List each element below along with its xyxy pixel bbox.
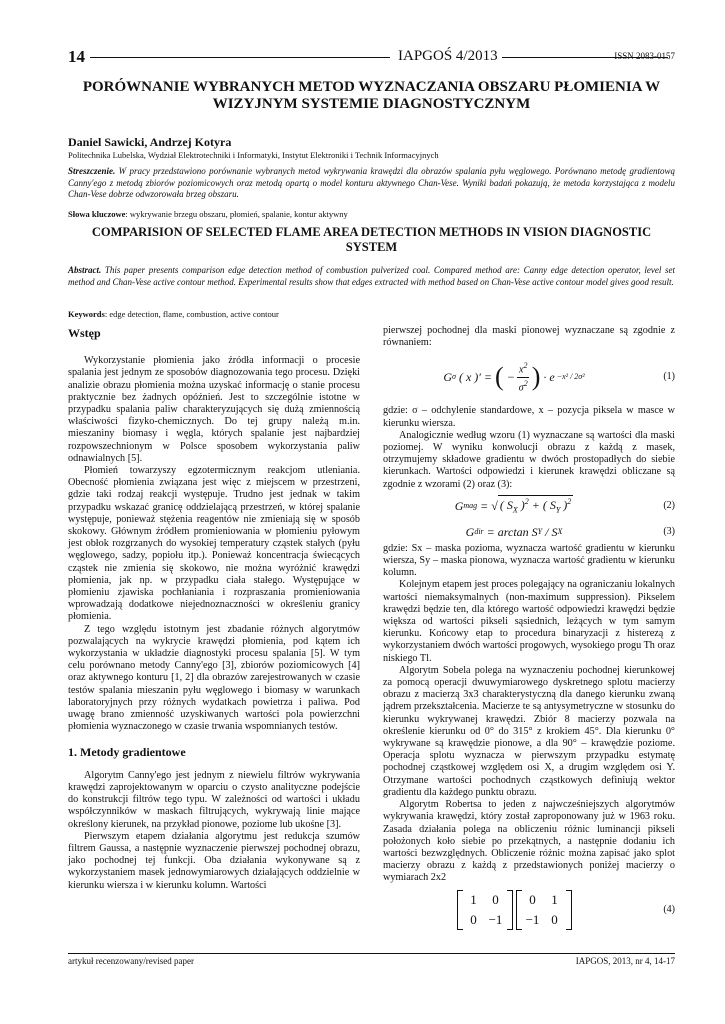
abstract-polish-label: Streszczenie. — [68, 166, 116, 176]
page-number: 14 — [68, 47, 85, 66]
paragraph: pierwszej pochodnej dla maski pionowej wyznaczane są zgodnie z równaniem: — [383, 325, 675, 349]
matrix-cell: 1 — [470, 891, 477, 907]
equation-1-number: (1) — [663, 371, 675, 383]
matrix-cell: 0 — [492, 891, 499, 907]
matrix-cell: 1 — [551, 891, 558, 907]
header-rule-left — [90, 57, 390, 58]
paragraph: Z tego względu istotnym jest zbadanie różnych algorytmów pozwalających na wykrycie krawędzi płomienia, pod kątem ich wykorzystania w układzie diagnostyki procesu spalania [5]. W tym celu porównano metody Canny'ego [3], zbiorów poziomicowych [4] oraz aktywnego konturu [1, 2] dla obrazów zarejestrowanych w czasie testów spalania mieszanin pyłu węglowego i biomasy w warunkach laboratoryjnych przy różnych wydatkach powietrza i paliwa. Pod uwagę brano zmienność uzyskiwanych wartości pola powierzchni płomienia wyznaczonego w czasie trwania wspomnianych testów. — [68, 623, 360, 733]
footer-citation: IAPGOS, 2013, nr 4, 14-17 — [575, 956, 675, 966]
paragraph: Płomień towarzyszy egzotermicznym reakcjom utleniania. Obecność płomienia związana jest więc z miejscem w przestrzeni, gdzie taki rodzaj reakcji występuje. Trudno jest jednak w takim przypadku wskazać granicę oddzielającą przestrzeń, w której spalanie występuje, ponieważ stężenia reagentów nie zmieniają się w sposób skokowy. Głównym źródłem promieniowania w płomieniu pyłowym jest obłok rozgrzanych do wysokiej temperatury cząstek stałych (pyłu węglowego, sadzy, popiołu itp.). Ponieważ koncentracja świecących cząstek nie zmienia się skokowo, nie można wyróżnić krawędzi płomienia, jak np. w przypadku ciała stałego. Występujące w płomieniu zjawiska pochłaniania i rozpraszania promieniowania wprowadzają dodatkowe niejednoznaczności w określeniu granicy płomienia. — [68, 465, 360, 623]
keywords-polish-text: : wykrywanie brzegu obszaru, płomień, spalanie, kontur aktywny — [125, 209, 348, 219]
equation-3-number: (3) — [663, 525, 675, 537]
issn: ISSN 2083-0157 — [614, 51, 675, 61]
journal-name: IAPGOŚ 4/2013 — [398, 48, 498, 64]
matrix-cell: −1 — [525, 911, 540, 927]
abstract-english — [68, 265, 675, 288]
abstract-polish — [68, 166, 675, 201]
matrix-cell: 0 — [551, 911, 558, 927]
roberts-matrix-2 — [516, 890, 572, 930]
footer-rule — [68, 953, 675, 954]
paragraph: gdzie: σ – odchylenie standardowe, x – pozycja piksela w masce w kierunku wiersza. — [383, 405, 675, 429]
section-heading-gradient: 1. Metody gradientowe — [68, 744, 186, 759]
equation-2-number: (2) — [663, 499, 675, 511]
equation-4-formula — [383, 885, 645, 935]
paragraph: Analogicznie według wzoru (1) wyznaczane są wartości dla maski poziomej. W wyniku konwolucji obrazu z każdą z masek, otrzymujemy składowe gradientu w dwóch prostopadłych do siebie kierunkach. Wartości odpowiedzi i kierunek krawędzi obliczane są zgodnie z wzorami (2) oraz (3): — [383, 429, 675, 490]
abstract-english-label: Abstract. — [68, 265, 102, 275]
page-header — [68, 47, 675, 67]
paragraph: Kolejnym etapem jest proces polegający na ograniczaniu lokalnych wartości niemaksymalnych (non-maximum suppression). Pikselem krawędzi będzie ten, dla którego wartość odpowiedzi krawędzi będzie większa od wartości pikseli sąsiednich, leżących w tym samym kierunku. Końcowy etap to procedura binaryzacji z histerezą z wykorzystaniem dwóch wartości progowych, wysokiego progu Th oraz niskiego Tl. — [383, 579, 675, 664]
equation-4 — [383, 885, 675, 935]
equation-1 — [383, 349, 675, 405]
affiliation: Politechnika Lubelska, Wydział Elektrotechniki i Informatyki, Instytut Elektroniki i Technik Informacyjnych — [68, 150, 439, 160]
abstract-polish-text: W pracy przedstawiono porównanie wybranych metod wykrywania krawędzi dla obrazów spalania pyłu węglowego. Porównano metodę gradientową Canny'ego z metodą zbiorów poziomicowych oraz metodą opartą o model konturu aktywnego Chan-Vese. Wyniki badań pokazują, że metoda korzystająca z modelu Chan-Vese dobrze odwzorowała brzeg obszaru. — [68, 166, 675, 200]
keywords-english-text: : edge detection, flame, combustion, active contour — [104, 309, 279, 319]
paragraph: Algorytm Robertsa to jeden z najwcześniejszych algorytmów wykrywania krawędzi, który został zaproponowany już w 1963 roku. Zasada działania polega na obliczeniu różnic luminancji pikseli położonych koło siebie po przekątnych, a następnie dodaniu ich wartości bezwzględnych. Obliczenie różnic można zapisać jako splot macierzy obrazu z każdą z przedstawionych poniżej macierzy o wymiarach 2x2 — [383, 799, 675, 884]
paragraph: Wykorzystanie płomienia jako źródła informacji o procesie spalania jest jednym ze sposobów diagnozowania tego procesu. Dzięki analizie obrazu płomienia można uzyskać informację o stanie procesu praktycznie bez żadnych opóźnień. Jest to szczególnie istotne w przypadku spalania paliw charakteryzujących się dużą zmiennością właściwości fizyko-chemicznych. Do tej grupy należą m.in. mieszaniny biomasy i węgla, których spalanie jest najbardziej rozpowszechnionym w Polsce sposobem wykorzystania paliw odnawialnych [5]. — [68, 355, 360, 464]
keywords-polish-label: Słowa kluczowe — [68, 209, 126, 219]
right-column — [383, 325, 675, 935]
roberts-matrix-1 — [457, 890, 513, 930]
abstract-english-text: This paper presents comparison edge detection method of combustion pulverized coal. Compared method are: Canny edge detection operator, level set method and Chan-Vese active contour method. Experimental results show that edges extracted with method based on Chan-Vese active contour model gives good result. — [68, 265, 675, 287]
keywords-english-label: Keywords — [68, 309, 105, 319]
paragraph: Algorytm Canny'ego jest jednym z niewielu filtrów wykrywania krawędzi zaprojektowanym w oparciu o czysto analityczne podejście do konstrukcji filtrów tego typu. W zależności od wartości i układu współczynników w maskach filtrujących, wykrywają linie mające określony kierunek, na przykład pionowe, poziome lub ukośne [3]. — [68, 769, 360, 830]
paragraph: Algorytm Sobela polega na wyznaczeniu pochodnej kierunkowej za pomocą operacji dwuwymiarowego dyskretnego splotu macierzy obrazu z macierzą 3x3 charakterystyczną dla danego kierunku zwaną jądrem przekształcenia. Macierze te są antysymetryczne w stosunku do kierunku wykrywanej krawędzi. Zbiór 8 macierzy pozwala na określenie kierunku od 0° do 315° z krokiem 45°. Dla kierunku 0° wykrywane są krawędzie pionowe, a dla 90° – krawędzie poziome. Operacja splotu wyznacza w pierwszym przypadku estymatę pochodnej cząstkowej względem osi X, a drugim względem osi Y. Otrzymane wartości pochodnych cząstkowych definiują wektor gradientu dla każdego punktu obrazu. — [383, 664, 675, 798]
title-polish: PORÓWNANIE WYBRANYCH METOD WYZNACZANIA OBSZARU PŁOMIENIA W WIZYJNYM SYSTEMIE DIAGNOSTYCZNYM — [82, 79, 661, 112]
equation-2-formula: G mag = √ ( $S_X$ )$^2$ + ( $S_Y$ )$^2$ — [383, 491, 645, 521]
equation-3 — [383, 521, 675, 543]
authors: Daniel Sawicki, Andrzej Kotyra — [68, 135, 232, 149]
paragraph: Pierwszym etapem działania algorytmu jest redukcja szumów filtrem Gaussa, a następnie wyznaczenie pierwszej pochodnej obrazu, jako pochodnej tej funkcji. Oba działania wykonywane są z wykorzystaniem masek jednowymiarowych działających oddzielnie w kierunku wiersza i w kierunku kolumn. Wartości — [68, 830, 360, 891]
left-column — [68, 325, 360, 892]
matrix-cell: −1 — [488, 911, 503, 927]
section-heading-intro: Wstęp — [68, 326, 101, 340]
equation-2 — [383, 491, 675, 521]
equation-3-formula: G dir = arctan S Y / S X — [465, 524, 563, 539]
footer-review-note: artykuł recenzowany/revised paper — [68, 956, 194, 966]
keywords-english — [68, 309, 279, 319]
title-english: COMPARISION OF SELECTED FLAME AREA DETECTION METHODS IN VISION DIAGNOSTIC SYSTEM — [91, 225, 652, 254]
paragraph: gdzie: Sx – maska pozioma, wyznacza wartość gradientu w kierunku wiersza, Sy – maska pionowa, wyznacza wartość gradientu w kierunku kolumn. — [383, 542, 675, 579]
matrix-cell: 0 — [529, 891, 536, 907]
equation-1-formula: G σ ( x )′ = ( − $\frac{x^2}{\sigma^2}$ ) · e −x² / 2σ² — [443, 361, 585, 394]
keywords-polish — [68, 209, 348, 219]
equation-4-number: (4) — [663, 903, 675, 915]
matrix-cell: 0 — [470, 911, 477, 927]
